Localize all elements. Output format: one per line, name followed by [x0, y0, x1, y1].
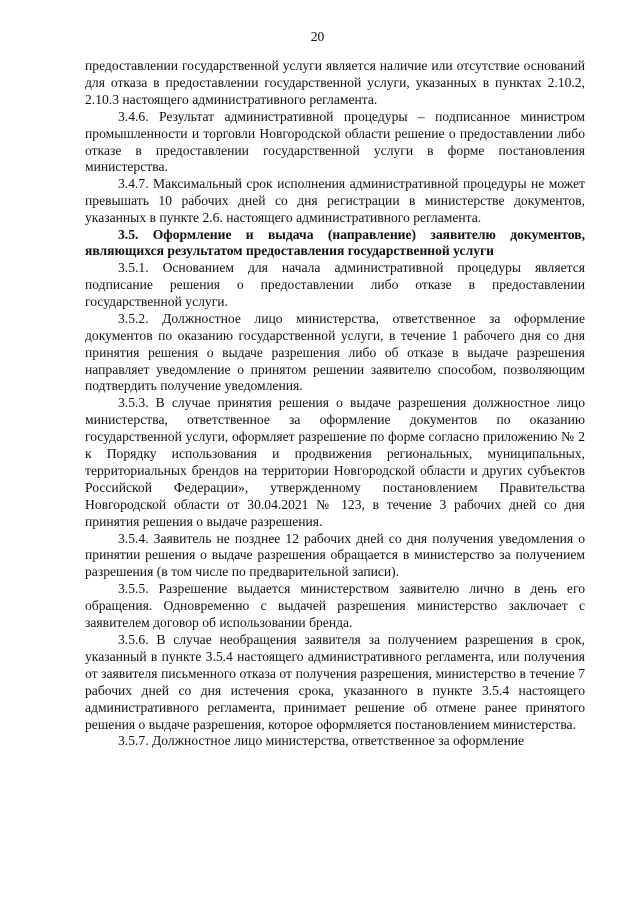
paragraph-3-5-4: 3.5.4. Заявитель не позднее 12 рабочих дней со дня получения уведомления о принятии решения о выдаче разрешения обращается в министерство за получением разрешения (в том числе по предварительной записи). — [85, 530, 585, 580]
paragraph-3-5-3: 3.5.3. В случае принятия решения о выдаче разрешения должностное лицо министерства, ответственное за оформление документов по оказанию государственной услуги, оформляет разрешение по форме согласно приложению № 2 к Порядку использования и продвижения региональных, муниципальных, территориальных брендов на территории Новгородской области и других субъектов Российской Федерации», утвержденному постановлением Правительства Новгородской области от 30.04.2021 № 123, в течение 3 рабочих дней со дня принятия решения о выдаче разрешения. — [85, 395, 585, 529]
page-number: 20 — [310, 29, 325, 44]
section-heading-3-5: 3.5. Оформление и выдача (направление) заявителю документов, являющихся результатом предоставления государственной услуги — [85, 227, 585, 258]
document-body — [85, 58, 585, 750]
paragraph-3-5-5: 3.5.5. Разрешение выдается министерством заявителю лично в день его обращения. Одновременно с выдачей разрешения министерство заключает с заявителем договор об использовании бренда. — [85, 581, 585, 631]
paragraph-3-4-7: 3.4.7. Максимальный срок исполнения административной процедуры не может превышать 10 рабочих дней со дня регистрации в министерстве документов, указанных в пункте 2.6. настоящего административного регламента. — [85, 176, 585, 226]
paragraph-3-5-1: 3.5.1. Основанием для начала административной процедуры является подписание решения о предоставлении либо отказе в предоставлении государственной услуги. — [85, 260, 585, 309]
paragraph-3-5-2: 3.5.2. Должностное лицо министерства, ответственное за оформление документов по оказанию государственной услуги, в течение 1 рабочего дня со дня принятия решения о выдаче разрешения либо об отказе в выдаче разрешения направляет уведомление о принятом решении заявителю способом, позволяющим подтвердить получение уведомления. — [85, 310, 585, 394]
paragraph-3-4-6: 3.4.6. Результат административной процедуры – подписанное министром промышленности и торговли Новгородской области решение о предоставлении либо отказе в предоставлении государственной услуги в форме постановления министерства. — [85, 108, 585, 175]
paragraph-continued: предоставлении государственной услуги является наличие или отсутствие оснований для отказа в предоставлении государственной услуги, указанных в пунктах 2.10.2, 2.10.3 настоящего административного регламента. — [85, 58, 585, 107]
paragraph-3-5-7: 3.5.7. Должностное лицо министерства, ответственное за оформление — [118, 733, 525, 749]
paragraph-3-5-6: 3.5.6. В случае необращения заявителя за получением разрешения в срок, указанный в пункте 3.5.4 настоящего административного регламента, или получения от заявителя письменного отказа от получения разрешения, министерство в течение 7 рабочих дней со дня истечения срока, указанного в пункте 3.5.4 настоящего административного регламента, принимает решение об отмене ранее принятого решения о выдаче разрешения, которое оформляется постановлением министерства. — [85, 632, 585, 732]
